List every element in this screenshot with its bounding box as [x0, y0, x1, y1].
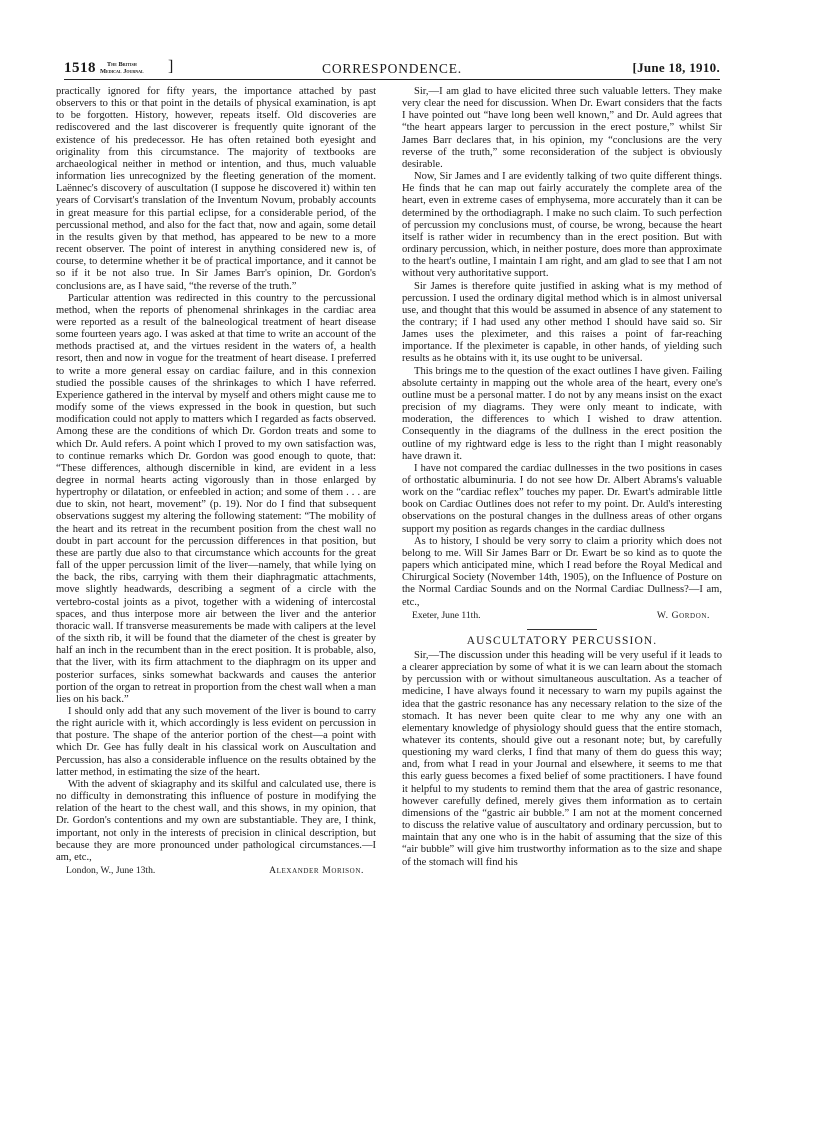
section-divider [527, 629, 597, 630]
letter-signature [402, 610, 722, 623]
section-heading: CORRESPONDENCE. [322, 61, 462, 76]
right-column [402, 86, 722, 869]
signature-place: London, W., June 13th. [66, 865, 156, 876]
letter-paragraph: I have not compared the cardiac dullnesses in the two positions in cases of orthostatic albuminuria. I do not see how Dr. Albert Abrams's valuable work on the “cardiac reflex” touches my paper. Dr. Ewart's admirable little book on Cardiac Outlines does not refer to my point. Dr. Auld's interesting observations on the postural changes in the dullness areas of other organs support my position as regards changes in the cardiac dullness [402, 462, 722, 535]
letter-paragraph: Sir,—The discussion under this heading will be very useful if it leads to a clearer appreciation by some of what it is we can learn about the stomach by percussion with or without simultaneous auscultation. As a teacher of medicine, I have always found it necessary to warn my pupils against the idea that the gastric resonance has any necessary relation to the size of the stomach. It has never been quite clear to me why any one with an elementary knowledge of physiology should guess that the entire stomach, whatever its contents, should give out a resonant note; but, by carefully questioning my ward clerks, I find that many of them do guess this way; and, from what I read in your Journal and elsewhere, it seems to me that this early guess becomes a fixed belief of some practitioners. I have found it helpful to my students to remind them that the area of gastric resonance, however carefully defined, merely gives them information as to certain dimensions of the “gastric air bubble.” I am not at the moment concerned to discuss the relative value of auscultatory and ordinary percussion, but to maintain that any one who is in the habit of assuming that the size of this “air bubble” will give him trustworthy information as to the size and shape of the stomach will find his [402, 649, 722, 868]
header-rule [64, 79, 720, 80]
letter-paragraph: Sir,—I am glad to have elicited three such valuable letters. They make very clear the need for discussion. When Dr. Ewart considers that the facts I have pointed out “have long been well known,” and Dr. Auld agrees that “the heart appears larger to percussion in the erect posture,” whilst Sir James Barr declares that, in his opinion, my “conclusions are the very reverse of the truth,” some reconsideration of the subject is obviously desirable. [402, 86, 722, 170]
issue-date: [June 18, 1910. [632, 60, 720, 75]
journal-name-line2: Medical Journal [100, 68, 144, 75]
letter-paragraph: I should only add that any such movement of the liver is bound to carry the right auricle with it, which accordingly is less evident on percussion in that posture. The shape of the anterior portion of the chest—a point with which Dr. Gee has fully dealt in his classical work on Auscultation and Percussion, has also a considerable influence on the results obtained by the latter method, in estimating the size of the heart. [56, 705, 376, 778]
signature-name: W. Gordon. [656, 609, 710, 621]
letter-paragraph: Sir James is therefore quite justified in asking what is my method of percussion. I used the ordinary digital method which is in almost universal use, and thought that this would be assumed in absence of any statement to the contrary; if I had used any other method I should have said so. Sir James uses the pleximeter, and this raises a point of far-reaching importance. If the pleximeter is capable, in other hands, of yielding such results as he obtains with it, its use ought to be universal. [402, 280, 722, 365]
signature-place: Exeter, June 11th. [412, 609, 481, 621]
letter-signature [56, 865, 376, 878]
article-title: AUSCULTATORY PERCUSSION. [466, 634, 658, 647]
left-column [56, 86, 376, 878]
signature-name: Alexander Morison. [269, 865, 364, 876]
letter-paragraph: Now, Sir James and I are evidently talking of two quite different things. He finds that he can map out fairly accurately the complete area of the heart, even in extreme cases of emphysema, more accurately than it can be determined by the orthodiagraph. I make no such claim. To such perfection of percussion my conclusions must, of course, be wrong, because the heart itself is rather wider in recumbency than in the erect position. But with ordinary percussion, which, in neither posture, does more than approximate to the heart's outline, I maintain I am right, and am glad to see that I am not without very authoritative support. [402, 171, 722, 280]
page-number: 1518 [64, 60, 96, 76]
journal-name-line1: The British [106, 61, 137, 68]
letter-paragraph: This brings me to the question of the exact outlines I have given. Failing absolute certainty in mapping out the whole area of the heart, every one's outline must be a personal matter. I do not by any means insist on the exact precision of my diagrams. They were only meant to indicate, with moderation, the differences to which I wished to draw attention. Consequently in the diagrams of the dullness in the erect position the outline of my rightward edge is less to the right than I might reasonably have drawn it. [402, 365, 722, 462]
page-header [64, 60, 720, 80]
journal-bracket: ] [168, 58, 174, 75]
letter-paragraph: With the advent of skiagraphy and its skilful and calculated use, there is no difficulty in demonstrating this influence of posture in modifying the relation of the heart to the chest wall, and this shows, in my opinion, that Dr. Gordon's contentions and my own are substantiable. They are, I think, important, not only in the interests of precision in clinical description, but because they are more pronounced under pathological circumstances.—I am, etc., [56, 778, 376, 863]
letter-paragraph: As to history, I should be very sorry to claim a priority which does not belong to me. Will Sir James Barr or Dr. Ewart be so kind as to quote the papers which anticipated mine, which I read before the Royal Medical and Chirurgical Society (November 14th, 1905), on the Influence of Posture on the Normal Cardiac Sounds and on the Normal Cardiac Dullness?—I am, etc., [402, 535, 722, 608]
letter-paragraph: practically ignored for fifty years, the importance attached by past observers to this or that point in the details of physical examination, is apt to be forgotten. History, however, repeats itself. Old discoveries are rediscovered and the last discoverer is frequently quite ignorant of the existence of his predecessor. He has often retained both eyesight and originality from this circumstance. The majority of textbooks are archaeological neither in method or intention, and thus, much valuable information lies unrecognized by the fleeting generation of the moment. Laënnec's discovery of auscultation (I suppose he discovered it) within ten years of Corvisart's translation of the Inventum Novum, probably accounts in great measure for this partial eclipse, for a considerable period, of the percussional method, and also for the fact that, now and again, some detail in the results given by that method, has appeared to be new to a more recent observer. The point of interest in anything considered new is, of course, to determine whether it be of practical importance, and it cannot be so if it be not also true. In Sir James Barr's opinion, Dr. Gordon's conclusions are, as I have said, “the reverse of the truth.” [56, 86, 376, 292]
letter-paragraph: Particular attention was redirected in this country to the percussional method, when the reports of phenomenal shrinkages in the cardiac area were reported as a result of the balneological treatment of heart disease some fourteen years ago. I was asked at that time to write an account of the methods practised at, and the virtues resident in the waters of, a health resort, then and now in vogue for the treatment of heart disease. I preferred to write a more general essay on cardiac failure, and in this connexion studied the possible causes of the shrinkages to which I have referred. Experience gathered in the interval by myself and others might cause me to modify some of the views expressed in the book in question, but such modification could not apply to matters which I regarded as facts observed. Among these are the conditions of which Dr. Gordon treats and some to which Dr. Auld refers. A point which I proved to my own satisfaction was, to continue remarks which Dr. Gordon was good enough to quote, that: “These differences, although discernible in kind, are evident in a less degree in normal hearts acting vigorously than in those enlarged by hypertrophy or dilatation, or enfeebled in action; and some of them . . . are due to skin, not heart, movement” (p. 19). Nor do I find that subsequent observations suggest my altering the following statement: “The mobility of the heart and its retreat in the recumbent position from the chest wall no doubt in part account for the percussion differences in that position, but these are partly due also to that circumstance which accounts for the great fall of the upper percussion limit of the liver—namely, that while lying on the back, the ribs, carrying with them their diaphragmatic attachments, move slightly headwards, describing a segment of a circle with the vertebro-costal joints as a pivot, together with a widening of intercostal spaces, and thus interpose more air between the liver and the anterior thoracic wall. If transverse measurements be made with calipers at the level of the sixth rib, it will be found that the diameter of the chest is greater by half an inch in the recumbent than in the erect position. It is probable, also, that the liver, with its firm attachment to the diaphragm on its upper and posterior surfaces, sinks somewhat backwards and causes the anterior portion of the organ to retreat in proportion from the chest wall when a man lies on his back.” [56, 292, 376, 705]
